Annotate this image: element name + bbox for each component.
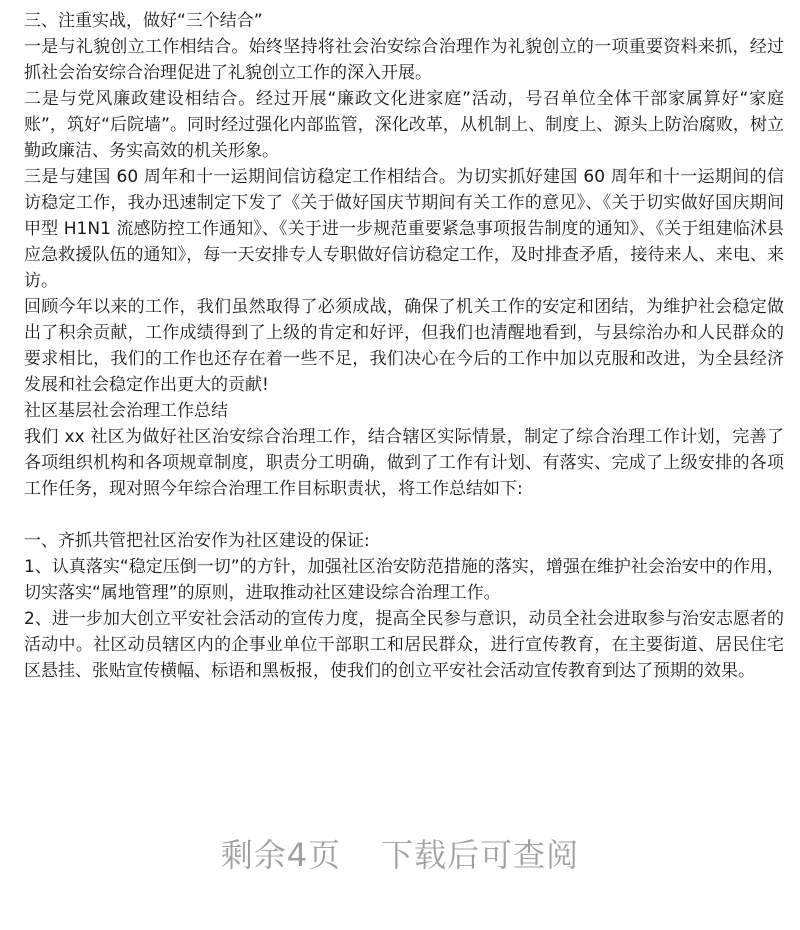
- document-subtitle: 社区基层社会治理工作总结: [24, 401, 228, 421]
- remaining-pages-label: 剩余4页: [220, 836, 342, 874]
- blank-line: [24, 502, 784, 528]
- section-heading-three-combinations: 三、注重实战，做好“三个结合”: [24, 11, 263, 31]
- list-item-1: 1、认真落实“稳定压倒一切”的方针，加强社区治安防范措施的落实，增强在维护社会治安中的作用，切实落实“属地管理”的原则，进取推动社区建设综合治理工作。: [24, 557, 784, 603]
- download-to-view-label: 下载后可查阅: [381, 836, 580, 874]
- download-prompt[interactable]: [0, 830, 800, 876]
- section-heading-joint-management: 一、齐抓共管把社区治安作为社区建设的保证:: [24, 531, 370, 551]
- paragraph-petition-stability: 三是与建国 60 周年和十一运期间信访稳定工作相结合。为切实抓好建国 60 周年和十一运期间的信访稳定工作，我办迅速制定下发了《关于做好国庆节期间有关工作的意见》、《关于切实做好国庆期间甲型 H1N1 流感防控工作通知》、《关于进一步规范重要紧急事项报告制度的通知》、《关于组建临沭县应急救援队伍的通知》，每一天安排专人专职做好信访稳定工作，及时排查矛盾，接待来人、来电、来访。: [24, 167, 784, 291]
- list-item-2: 2、进一步加大创立平安社会活动的宣传力度，提高全民参与意识，动员全社会进取参与治安志愿者的活动中。社区动员辖区内的企事业单位干部职工和居民群众，进行宣传教育，在主要街道、居民住宅区悬挂、张贴宣传横幅、标语和黑板报，使我们的创立平安社会活动宣传教育到达了预期的效果。: [24, 609, 784, 681]
- paragraph-community-intro: 我们 xx 社区为做好社区治安综合治理工作，结合辖区实际情景，制定了综合治理工作计划，完善了各项组织机构和各项规章制度，职责分工明确，做到了工作有计划、有落实、完成了上级安排的各项工作任务，现对照今年综合治理工作目标职责状，将工作总结如下:: [24, 427, 784, 499]
- paragraph-courtesy-creation: 一是与礼貌创立工作相结合。始终坚持将社会治安综合治理作为礼貌创立的一项重要资料来抓，经过抓社会治安综合治理促进了礼貌创立工作的深入开展。: [24, 37, 784, 83]
- document-body: [24, 8, 784, 684]
- paragraph-party-conduct: 二是与党风廉政建设相结合。经过开展“廉政文化进家庭”活动，号召单位全体干部家属算好“家庭账”，筑好“后院墙”。同时经过强化内部监管，深化改革，从机制上、制度上、源头上防治腐败，树立勤政廉洁、务实高效的机关形象。: [24, 89, 784, 161]
- paragraph-review: 回顾今年以来的工作，我们虽然取得了必须成战，确保了机关工作的安定和团结，为维护社会稳定做出了积余贡献，工作成绩得到了上级的肯定和好评，但我们也清醒地看到，与县综治办和人民群众的要求相比，我们的工作也还存在着一些不足，我们决心在今后的工作中加以克服和改进，为全县经济发展和社会稳定作出更大的贡献!: [24, 297, 784, 395]
